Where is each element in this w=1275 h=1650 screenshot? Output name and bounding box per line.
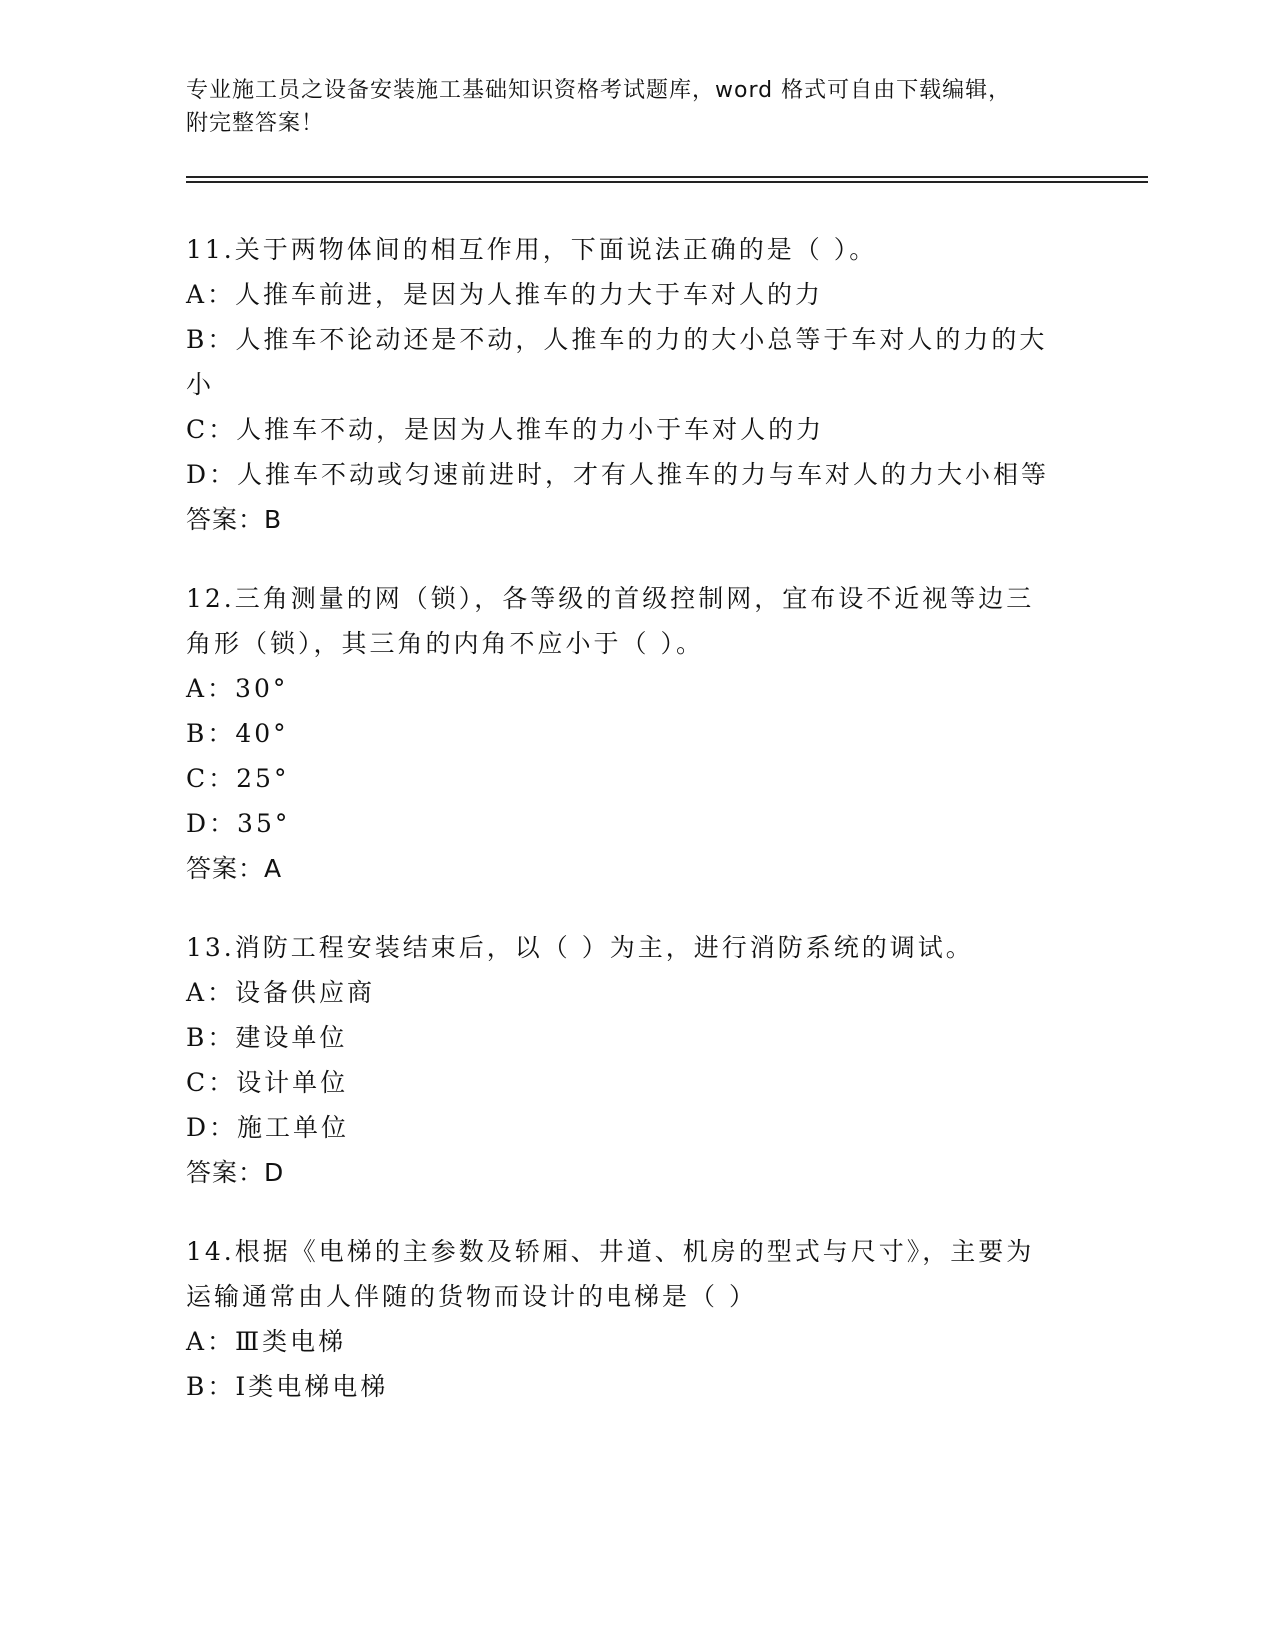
option-b: B：Ⅰ类电梯电梯 [186, 1372, 389, 1401]
option-d: D：35° [186, 809, 291, 838]
answer: 答案：A [186, 854, 283, 883]
question-13 [186, 925, 1086, 1195]
header-line-1: 专业施工员之设备安装施工基础知识资格考试题库，word 格式可自由下载编辑， [186, 78, 1012, 103]
option-a: A：人推车前进，是因为人推车的力大于车对人的力 [186, 280, 824, 309]
answer: 答案：D [186, 1158, 285, 1187]
question-12 [186, 576, 1086, 891]
option-a: A：设备供应商 [186, 978, 376, 1007]
header-divider [186, 176, 1148, 178]
option-d: D：施工单位 [186, 1113, 350, 1142]
option-a: A：30° [186, 674, 289, 703]
option-b: B：40° [186, 719, 289, 748]
option-c: C：25° [186, 764, 290, 793]
question-stem: 14.根据《电梯的主参数及轿厢、井道、机房的型式与尺寸》，主要为 [186, 1237, 1035, 1266]
option-c: C：人推车不动，是因为人推车的力小于车对人的力 [186, 415, 825, 444]
question-14 [186, 1229, 1086, 1409]
option-b: B：建设单位 [186, 1023, 348, 1052]
answer: 答案：B [186, 505, 283, 534]
option-d: D：人推车不动或匀速前进时，才有人推车的力与车对人的力大小相等 [186, 460, 1050, 489]
question-11 [186, 227, 1086, 542]
document-header [186, 74, 1066, 140]
header-line-2: 附完整答案！ [186, 111, 325, 136]
question-stem: 13.消防工程安装结束后，以（ ）为主，进行消防系统的调试。 [186, 933, 974, 962]
option-c: C：设计单位 [186, 1068, 349, 1097]
header-divider-double [186, 181, 1148, 183]
question-stem-continuation: 运输通常由人伴随的货物而设计的电梯是（ ） [186, 1282, 757, 1311]
question-stem: 12.三角测量的网（锁），各等级的首级控制网，宜布设不近视等边三 [186, 584, 1035, 613]
option-a: A：Ⅲ类电梯 [186, 1327, 347, 1356]
option-b: B：人推车不论动还是不动，人推车的力的大小总等于车对人的力的大 [186, 325, 1048, 354]
option-b-continuation: 小 [186, 370, 215, 399]
question-stem: 11.关于两物体间的相互作用，下面说法正确的是（ ）。 [186, 235, 878, 264]
question-stem-continuation: 角形（锁），其三角的内角不应小于（ ）。 [186, 629, 704, 658]
